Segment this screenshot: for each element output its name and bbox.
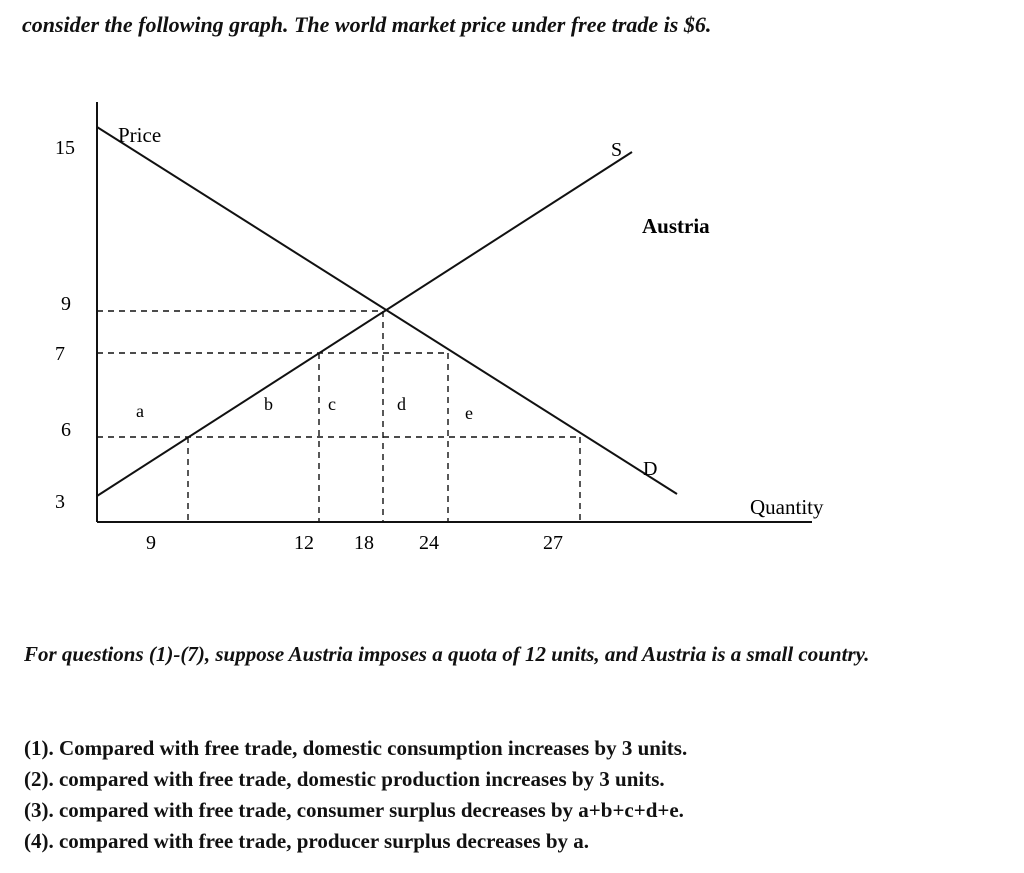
x-tick-18: 18 xyxy=(354,532,374,554)
region-d: d xyxy=(397,394,406,414)
y-tick-15: 15 xyxy=(55,137,75,159)
region-c: c xyxy=(328,394,336,414)
question-item: (4). compared with free trade, producer surplus decreases by a. xyxy=(24,829,590,853)
x-tick-27: 27 xyxy=(543,532,563,554)
x-axis-label: Quantity xyxy=(750,495,824,519)
x-tick-24: 24 xyxy=(419,532,439,554)
region-e: e xyxy=(465,403,473,423)
quota-text: For questions (1)-(7), suppose Austria imposes a quota of 12 units, and Austria is a small country. xyxy=(24,642,870,666)
question-item: (1). Compared with free trade, domestic consumption increases by 3 units. xyxy=(24,736,688,760)
country-label: Austria xyxy=(642,214,710,238)
question-list xyxy=(24,733,687,857)
y-tick-3: 3 xyxy=(55,491,65,513)
y-tick-6: 6 xyxy=(61,419,71,441)
question-item: (3). compared with free trade, consumer surplus decreases by a+b+c+d+e. xyxy=(24,798,684,822)
y-tick-9: 9 xyxy=(61,293,71,315)
demand-label: D xyxy=(643,458,658,480)
supply-label: S xyxy=(611,139,623,161)
region-a: a xyxy=(136,401,144,421)
x-tick-9: 9 xyxy=(146,532,156,554)
question-item: (2). compared with free trade, domestic production increases by 3 units. xyxy=(24,767,665,791)
supply-curve xyxy=(97,152,632,496)
y-tick-7: 7 xyxy=(55,343,65,365)
region-b: b xyxy=(264,394,273,414)
x-tick-12: 12 xyxy=(294,532,314,554)
intro-text: consider the following graph. The world market price under free trade is $6. xyxy=(22,12,712,37)
dashed-guides xyxy=(97,311,580,522)
y-axis-label: Price xyxy=(118,123,162,147)
